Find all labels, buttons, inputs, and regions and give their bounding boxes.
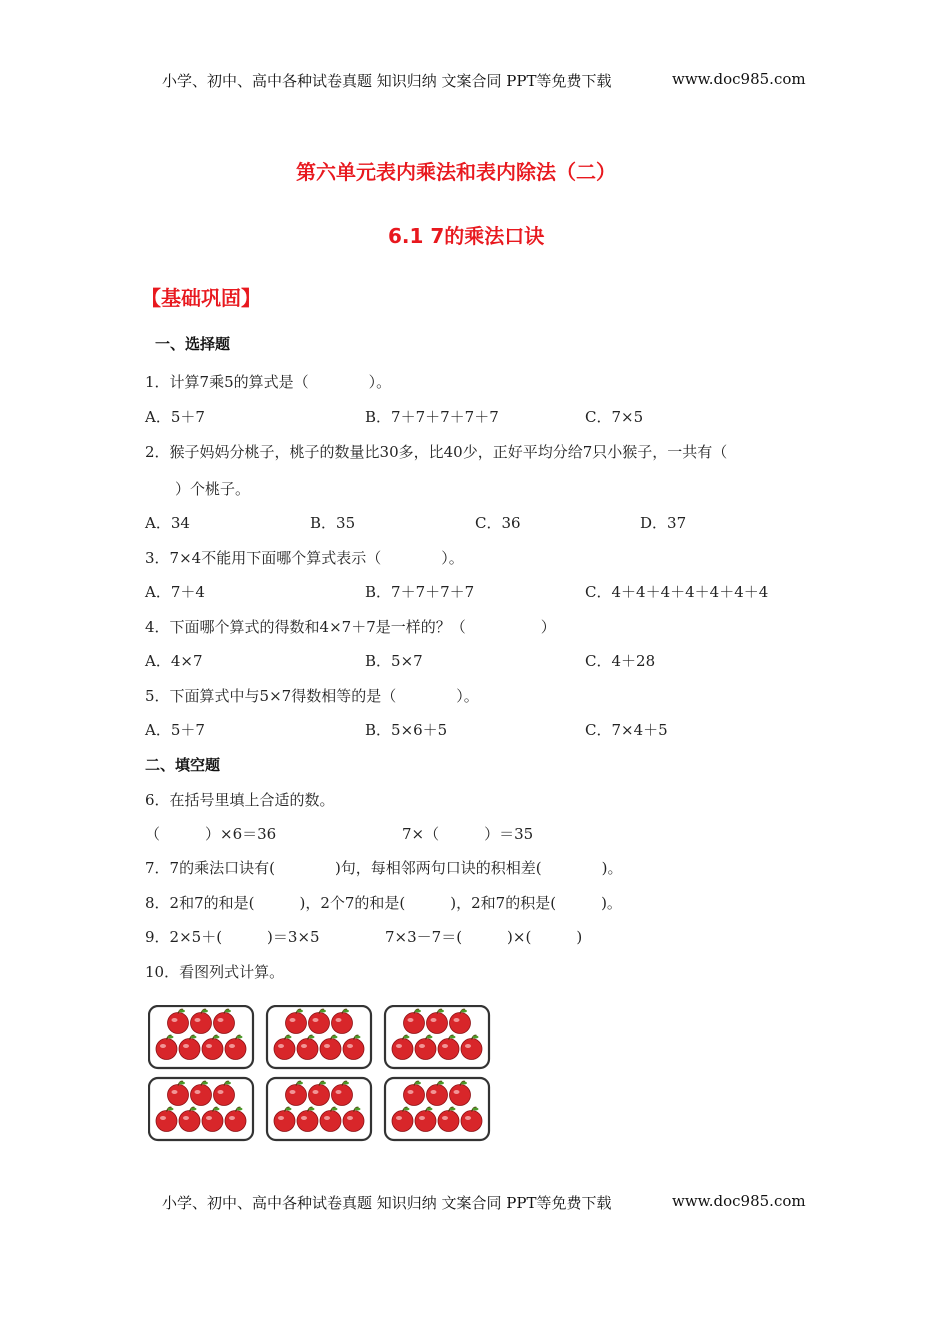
apple-group xyxy=(267,1006,371,1068)
apple-group xyxy=(385,1078,489,1140)
footer-text: 小学、初中、高中各种试卷真题 知识归纳 文案合同 PPT等免费下载 xyxy=(162,1194,612,1212)
footer-url[interactable]: www.doc985.com xyxy=(672,1192,806,1210)
q2-line1: 2．猴子妈妈分桃子，桃子的数量比30多，比40少，正好平均分给7只小猴子，一共有（ xyxy=(145,443,728,461)
part2-heading: 二、填空题 xyxy=(145,756,221,774)
q3-option-b: B．7＋7＋7＋7 xyxy=(365,583,475,601)
q4-option-a: A．4×7 xyxy=(145,652,203,670)
q5-option-a: A．5＋7 xyxy=(145,721,205,739)
q1-option-a: A．5＋7 xyxy=(145,408,205,426)
q2-option-a: A．34 xyxy=(145,514,190,532)
q6-left: （ ）×6＝36 xyxy=(145,825,277,843)
apple-group xyxy=(267,1078,371,1140)
part1-heading: 一、选择题 xyxy=(155,335,231,353)
q1-option-c: C．7×5 xyxy=(585,408,644,426)
q1-option-b: B．7＋7＋7＋7＋7 xyxy=(365,408,499,426)
page-subtitle: 6.1 7的乘法口诀 xyxy=(388,224,545,248)
q4-option-c: C．4＋28 xyxy=(585,652,656,670)
page-title: 第六单元表内乘法和表内除法（二） xyxy=(296,160,616,184)
apple-group xyxy=(385,1006,489,1068)
q2-line2: ）个桃子。 xyxy=(145,480,251,498)
q3-option-c: C．4＋4＋4＋4＋4＋4＋4 xyxy=(585,583,769,601)
q5-option-b: B．5×6＋5 xyxy=(365,721,448,739)
q2-option-c: C．36 xyxy=(475,514,521,532)
q9-right: 7×3－7＝( )×( ) xyxy=(385,928,583,946)
q5-option-c: C．7×4＋5 xyxy=(585,721,668,739)
q9-left: 9．2×5＋( )＝3×5 xyxy=(145,928,320,946)
header-url[interactable]: www.doc985.com xyxy=(672,70,806,88)
apple-groups-figure xyxy=(148,1005,498,1145)
q7-text: 7．7的乘法口诀有( )句，每相邻两句口诀的积相差( )。 xyxy=(145,859,623,877)
q6-right: 7×（ ）＝35 xyxy=(402,825,534,843)
q3-text: 3．7×4不能用下面哪个算式表示（ ）。 xyxy=(145,549,464,567)
q5-text: 5．下面算式中与5×7得数相等的是（ ）。 xyxy=(145,687,479,705)
q2-option-d: D．37 xyxy=(640,514,687,532)
q4-text: 4．下面哪个算式的得数和4×7＋7是一样的？（ ） xyxy=(145,618,556,636)
q4-option-b: B．5×7 xyxy=(365,652,423,670)
q2-option-b: B．35 xyxy=(310,514,356,532)
q1-text: 1．计算7乘5的算式是（ ）。 xyxy=(145,373,392,391)
section-tag: 【基础巩固】 xyxy=(141,286,261,310)
q6-text: 6．在括号里填上合适的数。 xyxy=(145,791,335,809)
apple-group xyxy=(149,1078,253,1140)
q3-option-a: A．7＋4 xyxy=(145,583,205,601)
header-text: 小学、初中、高中各种试卷真题 知识归纳 文案合同 PPT等免费下载 xyxy=(162,72,612,90)
q8-text: 8．2和7的和是( )，2个7的和是( )，2和7的积是( )。 xyxy=(145,894,622,912)
q10-text: 10．看图列式计算。 xyxy=(145,963,285,981)
apple-group xyxy=(149,1006,253,1068)
